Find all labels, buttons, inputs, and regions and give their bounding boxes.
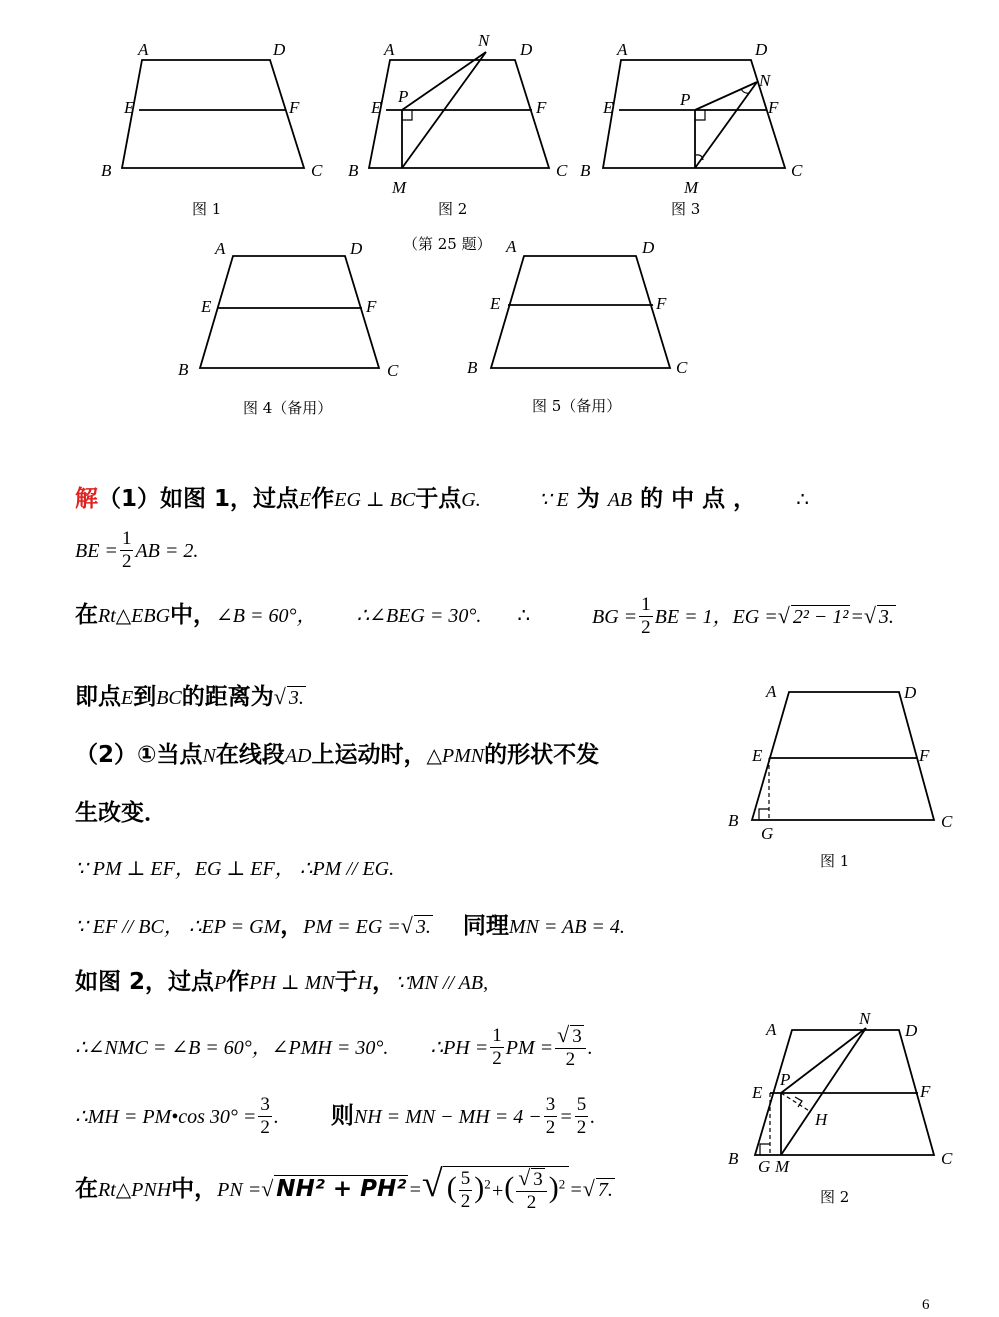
figure-3 — [580, 40, 803, 218]
svg-text:P: P — [680, 90, 691, 109]
solution-line-3: 在Rt△EBG中，∠B = 60°， ∴∠BEG = 30°. ∴ — [75, 602, 531, 628]
svg-text:C: C — [556, 161, 568, 180]
figure-5 — [467, 237, 688, 415]
svg-text:B: B — [580, 161, 591, 180]
solution-line-4: 即点E到BC的距离为√ 3. — [75, 684, 304, 710]
svg-text:E: E — [603, 98, 614, 117]
svg-text:N: N — [478, 31, 490, 50]
svg-text:F: F — [366, 297, 377, 316]
svg-text:图 1: 图 1 — [192, 200, 222, 218]
svg-text:E: E — [124, 98, 135, 117]
svg-text:A: A — [215, 239, 226, 258]
svg-text:E: E — [371, 98, 382, 117]
svg-text:C: C — [676, 358, 688, 377]
svg-text:C: C — [791, 161, 803, 180]
svg-text:B: B — [728, 1149, 739, 1168]
figure-2 — [348, 31, 568, 218]
svg-text:G: G — [761, 824, 774, 843]
svg-text:图 2: 图 2 — [820, 1188, 850, 1206]
solution-line-1: 解（1）如图 1，过点E作EG ⊥ BC于点G. ∵ E 为 AB 的 中 点 ， ∴ — [75, 486, 809, 512]
svg-text:A: A — [766, 1020, 777, 1039]
solution-line-9: 如图 2，过点P作PH ⊥ MN于H，∵MN // AB, — [75, 969, 489, 995]
figure-4 — [178, 239, 399, 417]
page-number: 6 — [922, 1297, 930, 1313]
svg-text:B: B — [467, 358, 478, 377]
svg-text:图 5（备用）: 图 5（备用） — [532, 397, 622, 415]
svg-text:F: F — [656, 294, 667, 313]
svg-text:图 3: 图 3 — [671, 200, 701, 218]
svg-text:D: D — [642, 238, 655, 257]
solution-line-5: （2）①当点N在线段AD上运动时，△PMN的形状不发 — [75, 742, 600, 768]
svg-text:F: F — [536, 98, 547, 117]
svg-text:M: M — [392, 178, 407, 197]
svg-text:F: F — [768, 98, 779, 117]
svg-text:图 4（备用）: 图 4（备用） — [243, 399, 333, 417]
svg-text:图 2: 图 2 — [438, 200, 468, 218]
svg-text:D: D — [520, 40, 533, 59]
svg-text:E: E — [490, 294, 501, 313]
svg-text:A: A — [138, 40, 149, 59]
solution-line-2: BE = $\frac{1}{2}$ AB = 2. — [75, 528, 199, 572]
svg-text:D: D — [350, 239, 363, 258]
svg-text:F: F — [920, 1082, 931, 1101]
svg-text:E: E — [201, 297, 212, 316]
svg-text:M: M — [775, 1157, 790, 1176]
svg-text:B: B — [728, 811, 739, 830]
solution-line-7: ∵ PM ⊥ EF，EG ⊥ EF， ∴PM // EG. — [75, 858, 395, 880]
svg-text:D: D — [904, 683, 917, 702]
svg-text:A: A — [617, 40, 628, 59]
svg-text:A: A — [766, 682, 777, 701]
svg-text:D: D — [905, 1021, 918, 1040]
svg-text:F: F — [919, 746, 930, 765]
problem-tag: （第 25 题） — [403, 235, 492, 253]
svg-text:M: M — [684, 178, 699, 197]
svg-text:H: H — [815, 1110, 828, 1129]
svg-text:N: N — [759, 71, 771, 90]
side-figure-2 — [728, 1009, 953, 1206]
svg-text:D: D — [273, 40, 286, 59]
solution-line-12: 在Rt△PNH中，PN =√ NH² + PH² =√ ( $\frac{5}{2}$ )$^2$+( $\frac{√ 3}{2}$ )$^2$ =√ 7. — [75, 1163, 613, 1213]
solution-line-10: ∴∠NMC = ∠B = 60°，∠PMH = 30°. ∴PH = $\frac{1}{2}$ PM = $\frac{√ 3}{2}$ . — [75, 1022, 593, 1070]
svg-text:C: C — [311, 161, 323, 180]
svg-text:A: A — [506, 237, 517, 256]
svg-text:E: E — [752, 746, 763, 765]
svg-text:A: A — [384, 40, 395, 59]
svg-text:C: C — [387, 361, 399, 380]
svg-text:F: F — [289, 98, 300, 117]
svg-text:D: D — [755, 40, 768, 59]
svg-text:P: P — [398, 87, 409, 106]
svg-text:P: P — [780, 1070, 791, 1089]
svg-text:C: C — [941, 1149, 953, 1168]
solution-line-3b: BG = $\frac{1}{2}$ BE = 1，EG =√ 2² − 1² =√ 3. — [592, 594, 894, 638]
solution-line-11: ∴MH = PM•cos 30° = $\frac{3}{2}$ . 则NH = MN − MH = 4 − $\frac{3}{2}$ = $\frac{5}{2}$ . — [75, 1094, 596, 1138]
svg-text:E: E — [752, 1083, 763, 1102]
solution-line-8: ∵ EF // BC， ∴EP = GM，PM = EG =√ 3. 同理MN = AB = 4. — [75, 913, 625, 939]
svg-text:C: C — [941, 812, 953, 831]
figure-1 — [101, 40, 323, 218]
svg-text:B: B — [101, 161, 112, 180]
svg-text:N: N — [859, 1009, 871, 1028]
solution-line-6: 生改变． — [75, 800, 167, 826]
svg-text:图 1: 图 1 — [820, 852, 850, 870]
svg-text:B: B — [348, 161, 359, 180]
svg-text:B: B — [178, 360, 189, 379]
side-figure-1 — [728, 682, 953, 870]
svg-text:G: G — [758, 1157, 771, 1176]
